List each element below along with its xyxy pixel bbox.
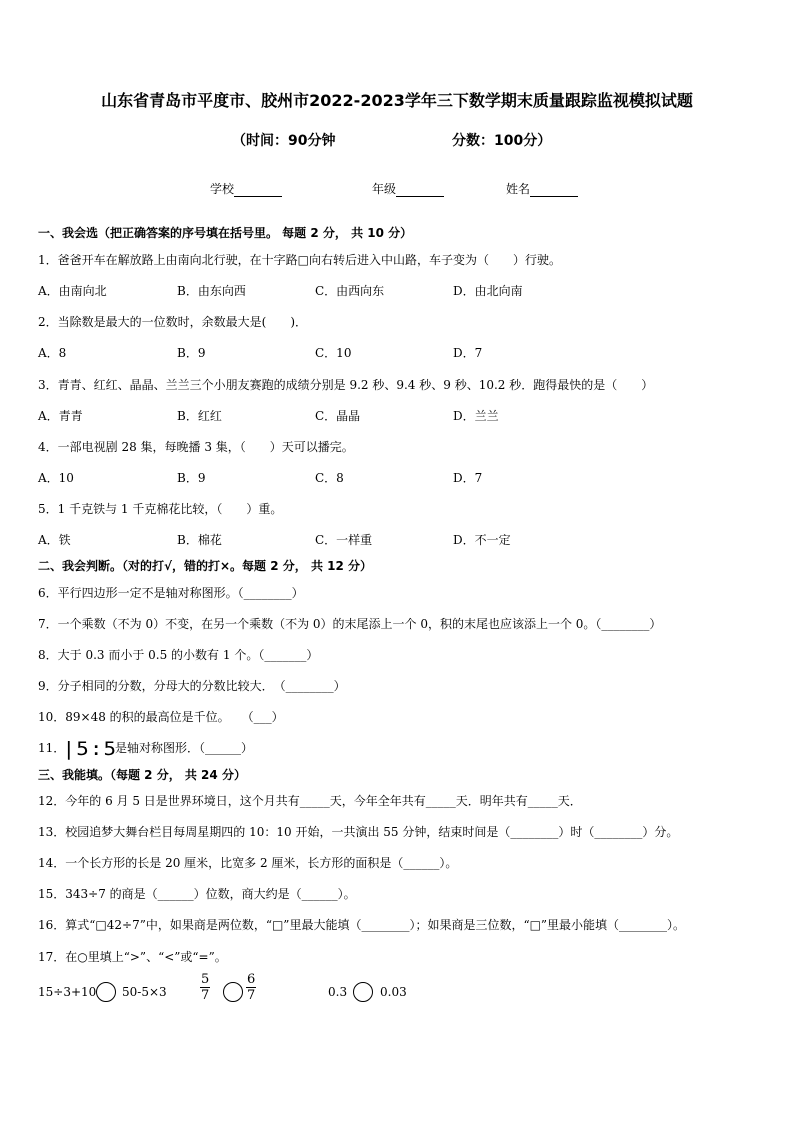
q17-expr-left: 15÷3+10 — [38, 985, 97, 999]
section-2-heading: 二、我会判断。（对的打√，错的打×。每题 2 分， 共 12 分） — [38, 559, 372, 573]
q2-option-a[interactable]: A．8 — [38, 346, 67, 360]
q3-option-d[interactable]: D．兰兰 — [453, 409, 499, 423]
q17-compare-circle-1[interactable] — [96, 982, 116, 1002]
question-12: 12．今年的 6 月 5 日是世界环境日，这个月共有_____天，今年全年共有_____天．明年共有_____天． — [38, 794, 582, 808]
q17-compare-circle-2[interactable] — [223, 982, 243, 1002]
question-10: 10．89×48 的积的最高位是千位。 （___） — [38, 710, 284, 724]
q4-option-c[interactable]: C．8 — [315, 471, 344, 485]
question-16: 16．算式“□42÷7”中，如果商是两位数，“□”里最大能填（________）；如果商是三位数，“□”里最小能填（________）。 — [38, 918, 686, 932]
fraction-denominator: 7 — [247, 988, 256, 1003]
section-1-heading: 一、我会选（把正确答案的序号填在括号里。 每题 2 分， 共 10 分） — [38, 226, 413, 240]
name-label: 姓名 — [506, 182, 531, 196]
exam-title: 山东省青岛市平度市、胶州市2022-2023学年三下数学期末质量跟踪监视模拟试题 — [101, 91, 693, 110]
question-8: 8．大于 0.3 而小于 0.5 的小数有 1 个。（_______） — [38, 648, 319, 662]
q5-option-a[interactable]: A．铁 — [38, 533, 71, 547]
question-2: 2．当除数是最大的一位数时，余数最大是( )． — [38, 315, 307, 329]
q3-option-b[interactable]: B．红红 — [177, 409, 222, 423]
question-17: 17．在○里填上“>”、“<”或“=”。 — [38, 950, 227, 964]
school-label: 学校 — [210, 182, 235, 196]
school-field — [210, 180, 282, 197]
question-13: 13．校园追梦大舞台栏目每周星期四的 10：10 开始，一共演出 55 分钟，结束时间是（________）时（________）分。 — [38, 825, 679, 839]
fraction-numerator: 5 — [201, 972, 210, 987]
question-3: 3．青青、红红、晶晶、兰兰三个小朋友赛跑的成绩分别是 9.2 秒、9.4 秒、9 秒、10.2 秒．跑得最快的是（ ） — [38, 378, 654, 392]
question-4: 4．一部电视剧 28 集，每晚播 3 集，（ ）天可以播完。 — [38, 440, 354, 454]
q1-option-d[interactable]: D．由北向南 — [453, 284, 523, 298]
question-11 — [38, 738, 253, 760]
q17-compare-circle-3[interactable] — [353, 982, 373, 1002]
q17-decimal-left: 0.3 — [328, 985, 348, 999]
question-14: 14．一个长方形的长是 20 厘米，比宽多 2 厘米，长方形的面积是（______）。 — [38, 856, 458, 870]
q2-option-c[interactable]: C．10 — [315, 346, 352, 360]
q5-option-b[interactable]: B．棉花 — [177, 533, 222, 547]
name-field — [506, 180, 578, 197]
name-blank[interactable] — [530, 184, 578, 197]
q17-decimal-right: 0.03 — [380, 985, 407, 999]
q3-option-a[interactable]: A．青青 — [38, 409, 83, 423]
exam-time: （时间：90分钟 — [232, 133, 336, 149]
digital-clock-figure: |5:5 — [62, 738, 118, 760]
q17-fraction-right — [246, 972, 256, 1003]
q1-option-c[interactable]: C．由西向东 — [315, 284, 385, 298]
question-1: 1．爸爸开车在解放路上由南向北行驶，在十字路□向右转后进入中山路，车子变为（ ）行驶。 — [38, 253, 561, 267]
grade-label: 年级 — [372, 182, 397, 196]
grade-field — [372, 180, 444, 197]
question-15: 15．343÷7 的商是（______）位数，商大约是（______）。 — [38, 887, 356, 901]
school-blank[interactable] — [234, 184, 282, 197]
q5-option-c[interactable]: C．一样重 — [315, 533, 373, 547]
section-3-heading: 三、我能填。（每题 2 分， 共 24 分） — [38, 768, 246, 782]
q2-option-d[interactable]: D．7 — [453, 346, 483, 360]
fraction-numerator: 6 — [247, 972, 256, 987]
exam-score: 分数：100分） — [452, 133, 552, 149]
q2-option-b[interactable]: B．9 — [177, 346, 206, 360]
q11-text: 是轴对称图形．（______） — [115, 741, 254, 755]
q1-option-a[interactable]: A．由南向北 — [38, 284, 107, 298]
question-7: 7．一个乘数（不为 0）不变，在另一个乘数（不为 0）的末尾添上一个 0，积的末尾也应该添上一个 0。（________） — [38, 617, 662, 631]
q1-option-b[interactable]: B．由东向西 — [177, 284, 246, 298]
q5-option-d[interactable]: D．不一定 — [453, 533, 511, 547]
question-5: 5．1 千克铁与 1 千克棉花比较，（ ）重。 — [38, 502, 283, 516]
grade-blank[interactable] — [396, 184, 444, 197]
q4-option-a[interactable]: A．10 — [38, 471, 74, 485]
question-9: 9．分子相同的分数，分母大的分数比较大． （________） — [38, 679, 346, 693]
q17-fraction-left — [200, 972, 210, 1003]
question-6: 6．平行四边形一定不是轴对称图形。（________） — [38, 586, 304, 600]
q4-option-b[interactable]: B．9 — [177, 471, 206, 485]
q17-expr-right: 50-5×3 — [122, 985, 167, 999]
q4-option-d[interactable]: D．7 — [453, 471, 483, 485]
fraction-denominator: 7 — [201, 988, 210, 1003]
q3-option-c[interactable]: C．晶晶 — [315, 409, 361, 423]
q11-number: 11． — [38, 741, 66, 755]
